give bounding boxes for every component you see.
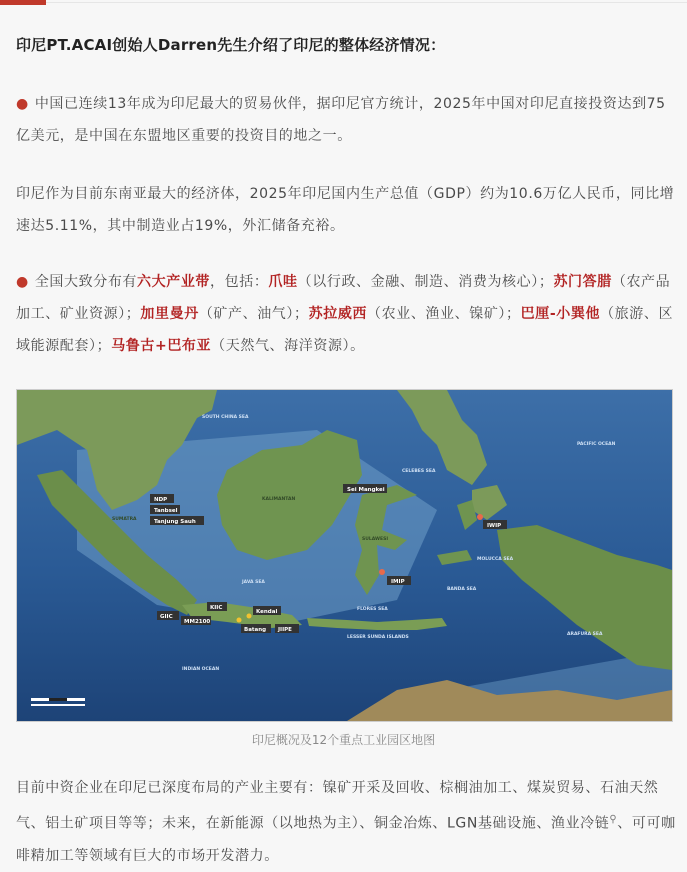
paragraph-industries-text: 目前中资企业在印尼已深度布局的产业主要有：镍矿开采及回收、棕榈油加工、煤炭贸易、石油天然气、铝土矿项目等等；未来，在新能源（以地热为主）、铜金冶炼、LGN基础设施、渔业冷链	[16, 780, 659, 832]
highlight-maluku-papua: 马鲁古+巴布亚	[111, 338, 212, 354]
zone-label: Tanjung Sauh	[154, 519, 196, 525]
zone-label: Sei Mangkei	[347, 487, 385, 493]
top-accent-bar	[0, 0, 46, 5]
sea-label: PACIFIC OCEAN	[577, 442, 616, 447]
map-caption: 印尼概况及12个重点工业园区地图	[251, 733, 436, 747]
zone-label: KIIC	[210, 605, 223, 611]
land-label: SULAWESI	[362, 537, 388, 542]
zone-label: NDP	[154, 497, 168, 503]
text-segment: （农业、渔业、镍矿）；	[367, 306, 521, 322]
text-segment: （矿产、油气）；	[198, 306, 309, 322]
zone-label: Tanbsel	[154, 508, 178, 514]
text-segment: （农产品加工、矿业资源）；	[16, 274, 671, 322]
sea-label: INDIAN OCEAN	[182, 667, 220, 672]
zone-tag-jiipe	[275, 624, 299, 633]
zone-tag-giic	[157, 611, 179, 620]
text-segment: （天然气、海洋资源）。	[211, 338, 365, 354]
zone-tag-tanbsel	[150, 505, 180, 514]
land-label: KALIMANTAN	[262, 497, 296, 502]
zone-tag-kiic	[207, 602, 227, 611]
section-heading: 印尼PT.ACAI创始人Darren先生介绍了印尼的整体经济情况：	[16, 36, 446, 54]
zone-tag-ndp	[150, 494, 174, 503]
zone-label: IWIP	[487, 523, 502, 529]
zone-label: GIIC	[160, 614, 173, 620]
paragraph-trade	[16, 88, 676, 152]
paragraph-industries-end: 、可可咖啡精加工等领域有巨大的市场开发潜力。	[16, 815, 676, 864]
highlight-java: 爪哇	[268, 274, 298, 290]
highlight-six-belts: 六大产业带	[137, 274, 211, 290]
sea-label: ARAFURA SEA	[567, 632, 603, 637]
paragraph-industry-belts	[16, 266, 676, 362]
sea-label: SOUTH CHINA SEA	[202, 415, 249, 420]
zone-tag-mm2100	[181, 616, 211, 625]
zone-label: MM2100	[184, 619, 211, 625]
bullet-icon: ●	[16, 96, 29, 112]
top-divider	[46, 2, 687, 3]
sea-label: FLORES SEA	[357, 607, 388, 612]
sea-label: JAVA SEA	[242, 580, 265, 585]
sea-label: CELEBES SEA	[402, 469, 436, 474]
paragraph-trade-text: 中国已连续13年成为印尼最大的贸易伙伴，据印尼官方统计，2025年中国对印尼直接投资达到75亿美元，是中国在东盟地区重要的投资目的地之一。	[16, 96, 666, 144]
magnifier-icon[interactable]: ⚲	[609, 814, 618, 825]
zone-label: Batang	[244, 627, 267, 633]
paragraph-gdp: 印尼作为目前东南亚最大的经济体，2025年印尼国内生产总值（GDP）约为10.6万亿人民币，同比增速达5.11%，其中制造业占19%，外汇储备充裕。	[16, 186, 675, 234]
zone-tag-tanjung-sauh	[150, 516, 204, 525]
highlight-sulawesi: 苏拉威西	[308, 306, 368, 322]
text-segment: 全国大致分布有	[34, 274, 138, 290]
sea-label: BANDA SEA	[447, 587, 477, 592]
highlight-bali: 巴厘-小巽他	[520, 306, 601, 322]
paragraph-industries	[16, 772, 676, 872]
text-segment: ，包括：	[210, 274, 269, 290]
zone-label: IMIP	[391, 579, 405, 585]
text-segment: （旅游、区域能源配套）；	[16, 306, 674, 354]
indonesia-map	[16, 389, 673, 722]
highlight-kalimantan: 加里曼丹	[140, 306, 199, 322]
zone-tag-sei-mangkei	[343, 484, 387, 493]
highlight-sumatra: 苏门答腊	[553, 274, 612, 290]
sea-label: MOLUCCA SEA	[477, 557, 514, 562]
text-segment: （以行政、金融、制造、消费为核心）；	[297, 274, 554, 290]
bullet-icon: ●	[16, 274, 29, 290]
zone-label: Kendal	[256, 609, 278, 615]
land-label: SUMATRA	[112, 517, 137, 522]
sea-label: LESSER SUNDA ISLANDS	[347, 635, 409, 640]
zone-label: JIIPE	[278, 627, 292, 633]
